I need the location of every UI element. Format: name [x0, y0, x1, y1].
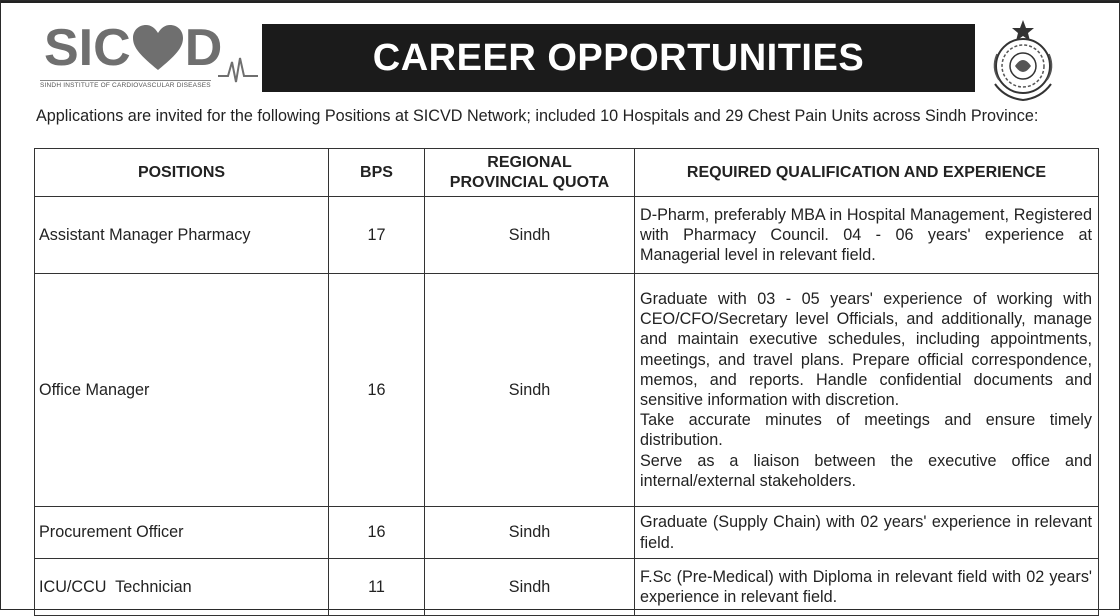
qualification-cell	[635, 507, 1099, 559]
qualification-text: Take accurate minutes of meetings and ensure timely distribution.	[640, 411, 1092, 450]
header-positions: POSITIONS	[35, 149, 329, 197]
qualification-cell	[635, 274, 1099, 507]
logo-text-left: SIC	[44, 19, 131, 77]
sicvd-logo	[38, 18, 260, 98]
position-cell: ICU/CCU Technician	[35, 559, 329, 616]
header-quota-line2: PROVINCIAL QUOTA	[449, 173, 610, 191]
intro-paragraph: Applications are invited for the following Positions at SICVD Network; included 10 Hospitals and 29 Chest Pain Units across Sindh Province:	[36, 107, 1039, 125]
table-row	[35, 559, 1099, 616]
bps-cell: 17	[329, 197, 425, 274]
positions-table	[34, 148, 1099, 616]
logo-wordmark	[44, 18, 222, 85]
quota-cell: Sindh	[425, 507, 635, 559]
qualification-text: Serve as a liaison between the executive office and internal/external stakeholders.	[640, 451, 1092, 490]
qualification-text: Graduate with 03 - 05 years' experience of working with CEO/CFO/Secretary level Officials, and additionally, manage and maintain executive schedules, including appointments, meetings, and travel plans. Prepare official correspondence, memos, and reports. Handle confidential documents and sensitive information with discretion.	[640, 289, 1092, 409]
bps-cell: 11	[329, 559, 425, 616]
table-row	[35, 197, 1099, 274]
qualification-cell	[635, 197, 1099, 274]
position-cell: Office Manager	[35, 274, 329, 507]
header-bps: BPS	[329, 149, 425, 197]
quota-cell: Sindh	[425, 274, 635, 507]
logo-subtitle: SINDH INSTITUTE OF CARDIOVASCULAR DISEASES	[40, 82, 211, 89]
bps-cell: 16	[329, 507, 425, 559]
position-cell: Procurement Officer	[35, 507, 329, 559]
bps-cell: 16	[329, 274, 425, 507]
table-row	[35, 507, 1099, 559]
table-row	[35, 274, 1099, 507]
header-quota	[425, 149, 635, 197]
qualification-cell	[635, 559, 1099, 616]
quota-cell: Sindh	[425, 197, 635, 274]
government-of-sindh-emblem-icon	[985, 18, 1061, 104]
quota-cell: Sindh	[425, 559, 635, 616]
heart-icon	[131, 24, 185, 85]
pulse-line-icon	[218, 54, 258, 84]
logo-text-right: D	[184, 19, 223, 77]
header-quota-line1: REGIONAL	[487, 153, 572, 171]
qualification-text: D-Pharm, preferably MBA in Hospital Management, Registered with Pharmacy Council. 04 - 06 years' experience at Managerial level in relevant field.	[640, 205, 1092, 265]
banner-title: CAREER OPPORTUNITIES	[262, 24, 975, 92]
table-header-row	[35, 149, 1099, 197]
qualification-text: Graduate (Supply Chain) with 02 years' experience in relevant field.	[640, 513, 1092, 552]
position-cell: Assistant Manager Pharmacy	[35, 197, 329, 274]
header-qualification: REQUIRED QUALIFICATION AND EXPERIENCE	[635, 149, 1099, 197]
qualification-text: F.Sc (Pre-Medical) with Diploma in relevant field with 02 years' experience in relevant field.	[640, 567, 1092, 606]
